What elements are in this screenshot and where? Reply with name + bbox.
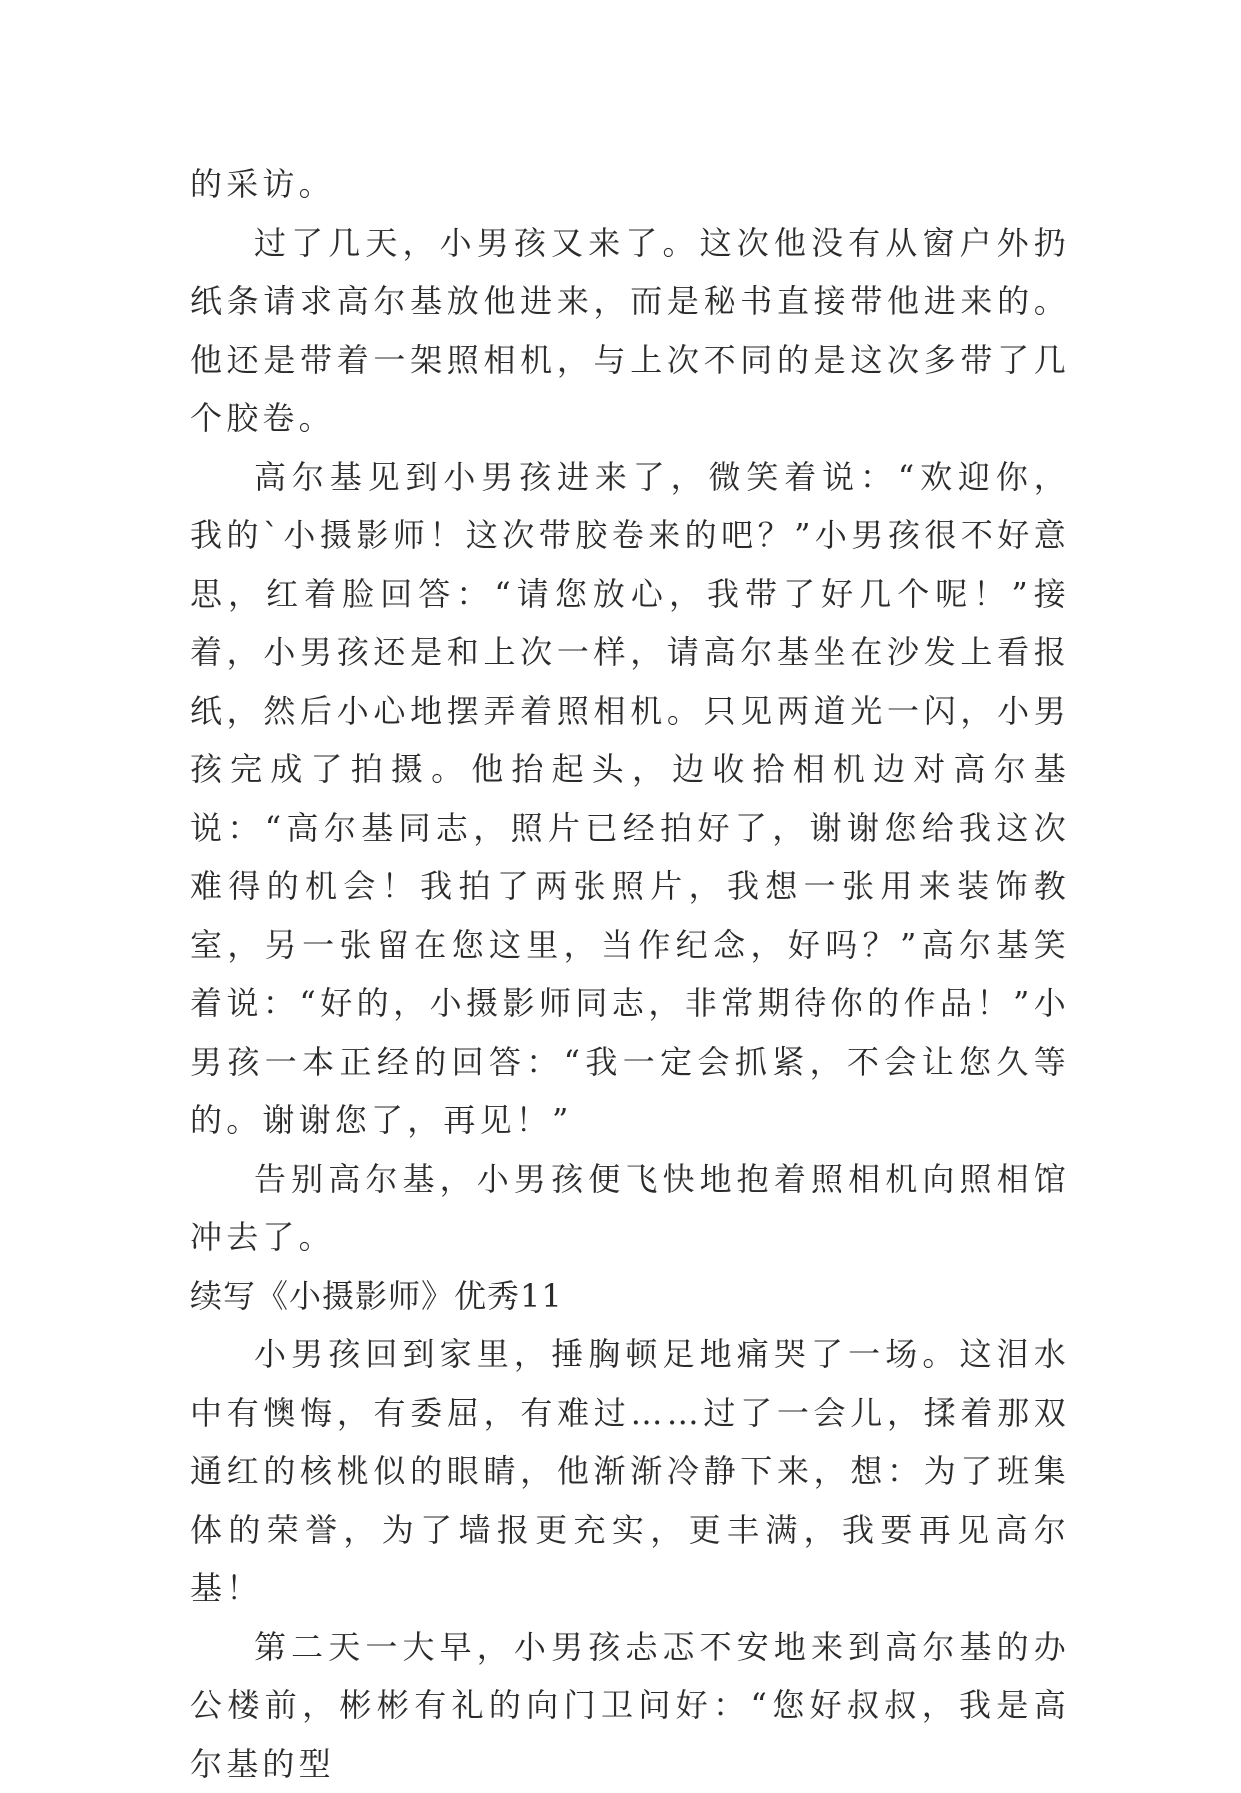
paragraph: 过了几天，小男孩又来了。这次他没有从窗户外扔纸条请求高尔基放他进来，而是秘书直接带他进来的。他还是带着一架照相机，与上次不同的是这次多带了几个胶卷。 [190, 214, 1070, 448]
paragraph: 高尔基见到小男孩进来了，微笑着说：“欢迎你，我的`小摄影师！这次带胶卷来的吧？”小男孩很不好意思，红着脸回答：“请您放心，我带了好几个呢！”接着，小男孩还是和上次一样，请高尔基坐在沙发上看报纸，然后小心地摆弄着照相机。只见两道光一闪，小男孩完成了拍摄。他抬起头，边收拾相机边对高尔基说：“高尔基同志，照片已经拍好了，谢谢您给我这次难得的机会！我拍了两张照片，我想一张用来装饰教室，另一张留在您这里，当作纪念，好吗？”高尔基笑着说：“好的，小摄影师同志，非常期待你的作品！”小男孩一本正经的回答：“我一定会抓紧，不会让您久等的。谢谢您了，再见！” [190, 448, 1070, 1150]
document-body [190, 155, 1070, 1793]
paragraph: 第二天一大早，小男孩忐忑不安地来到高尔基的办公楼前，彬彬有礼的向门卫问好：“您好叔叔，我是高尔基的型 [190, 1618, 1070, 1793]
paragraph: 小男孩回到家里，捶胸顿足地痛哭了一场。这泪水中有懊悔，有委屈，有难过……过了一会儿，揉着那双通红的核桃似的眼睛，他渐渐冷静下来，想：为了班集体的荣誉，为了墙报更充实，更丰满，我要再见高尔基！ [190, 1325, 1070, 1618]
paragraph: 告别高尔基，小男孩便飞快地抱着照相机向照相馆冲去了。 [190, 1150, 1070, 1267]
paragraph: 的采访。 [190, 155, 1070, 214]
section-heading: 续写《小摄影师》优秀11 [190, 1267, 1070, 1326]
